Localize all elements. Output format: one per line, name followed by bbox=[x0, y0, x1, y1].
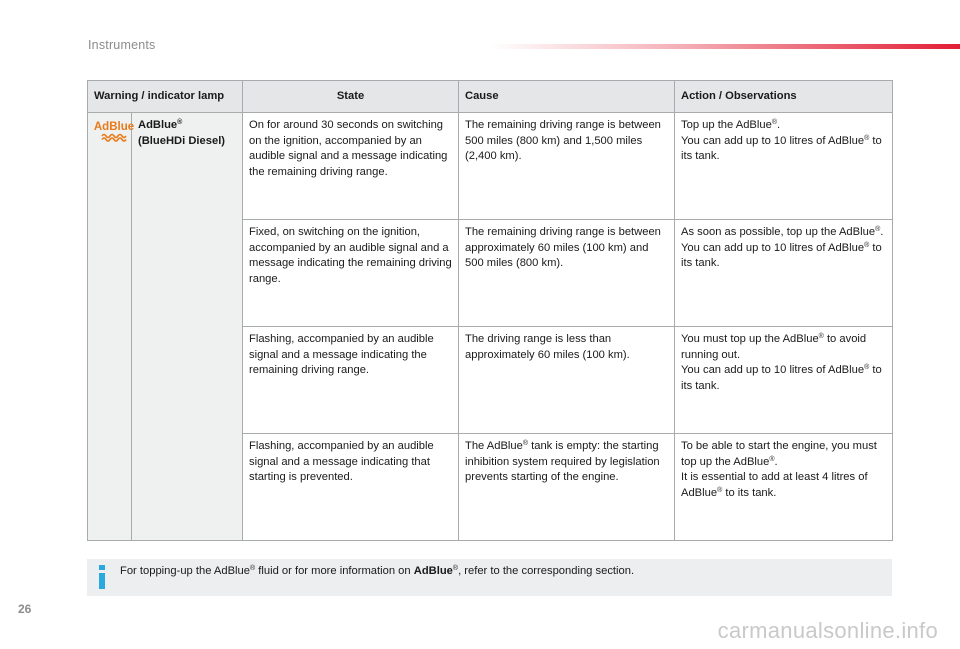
action-cell: Top up the AdBlue®. You can add up to 10 litres of AdBlue® to its tank. bbox=[675, 113, 893, 220]
cause-cell: The remaining driving range is between 500 miles (800 km) and 1,500 miles (2,400 km). bbox=[459, 113, 675, 220]
state-cell: Flashing, accompanied by an audible signal and a message indicating that starting is prevented. bbox=[243, 434, 459, 541]
action-cell: You must top up the AdBlue® to avoid running out. You can add up to 10 litres of AdBlue® to its tank. bbox=[675, 327, 893, 434]
cause-cell: The AdBlue® tank is empty: the starting inhibition system required by legislation prevents starting of the engine. bbox=[459, 434, 675, 541]
header-state: State bbox=[243, 81, 459, 113]
warning-lamp-table bbox=[87, 80, 893, 541]
table-row bbox=[88, 113, 893, 220]
watermark: carmanualsonline.info bbox=[717, 618, 938, 643]
state-cell: On for around 30 seconds on switching on the ignition, accompanied by an audible signal and a message indicating the remaining driving range. bbox=[243, 113, 459, 220]
header-action: Action / Observations bbox=[675, 81, 893, 113]
header-lamp: Warning / indicator lamp bbox=[88, 81, 243, 113]
info-text: For topping-up the AdBlue® fluid or for more information on AdBlue®, refer to the corresponding section. bbox=[120, 565, 635, 577]
info-note bbox=[87, 559, 892, 596]
header-accent-line bbox=[490, 44, 960, 49]
lamp-name: AdBlue bbox=[138, 119, 178, 131]
state-cell: Flashing, accompanied by an audible signal and a message indicating the remaining driving range. bbox=[243, 327, 459, 434]
page-number: 26 bbox=[18, 602, 32, 616]
cause-cell: The driving range is less than approximately 60 miles (100 km). bbox=[459, 327, 675, 434]
header-cause: Cause bbox=[459, 81, 675, 113]
lamp-name-cell: AdBlue® (BlueHDi Diesel) bbox=[132, 113, 243, 541]
info-link-adblue: AdBlue bbox=[413, 565, 453, 577]
action-cell: As soon as possible, top up the AdBlue®. You can add up to 10 litres of AdBlue® to its tank. bbox=[675, 220, 893, 327]
state-cell: Fixed, on switching on the ignition, accompanied by an audible signal and a message indicating the remaining driving range. bbox=[243, 220, 459, 327]
cause-cell: The remaining driving range is between approximately 60 miles (100 km) and 500 miles (800 km). bbox=[459, 220, 675, 327]
lamp-icon-cell bbox=[88, 113, 132, 541]
section-title: Instruments bbox=[88, 38, 156, 52]
info-icon bbox=[96, 564, 108, 590]
action-cell: To be able to start the engine, you must top up the AdBlue®. It is essential to add at least 4 litres of AdBlue® to its tank. bbox=[675, 434, 893, 541]
adblue-icon bbox=[94, 118, 134, 142]
lamp-subname: (BlueHDi Diesel) bbox=[138, 134, 226, 147]
table-header-row bbox=[88, 81, 893, 113]
adblue-icon-label: AdBlue bbox=[94, 121, 134, 133]
